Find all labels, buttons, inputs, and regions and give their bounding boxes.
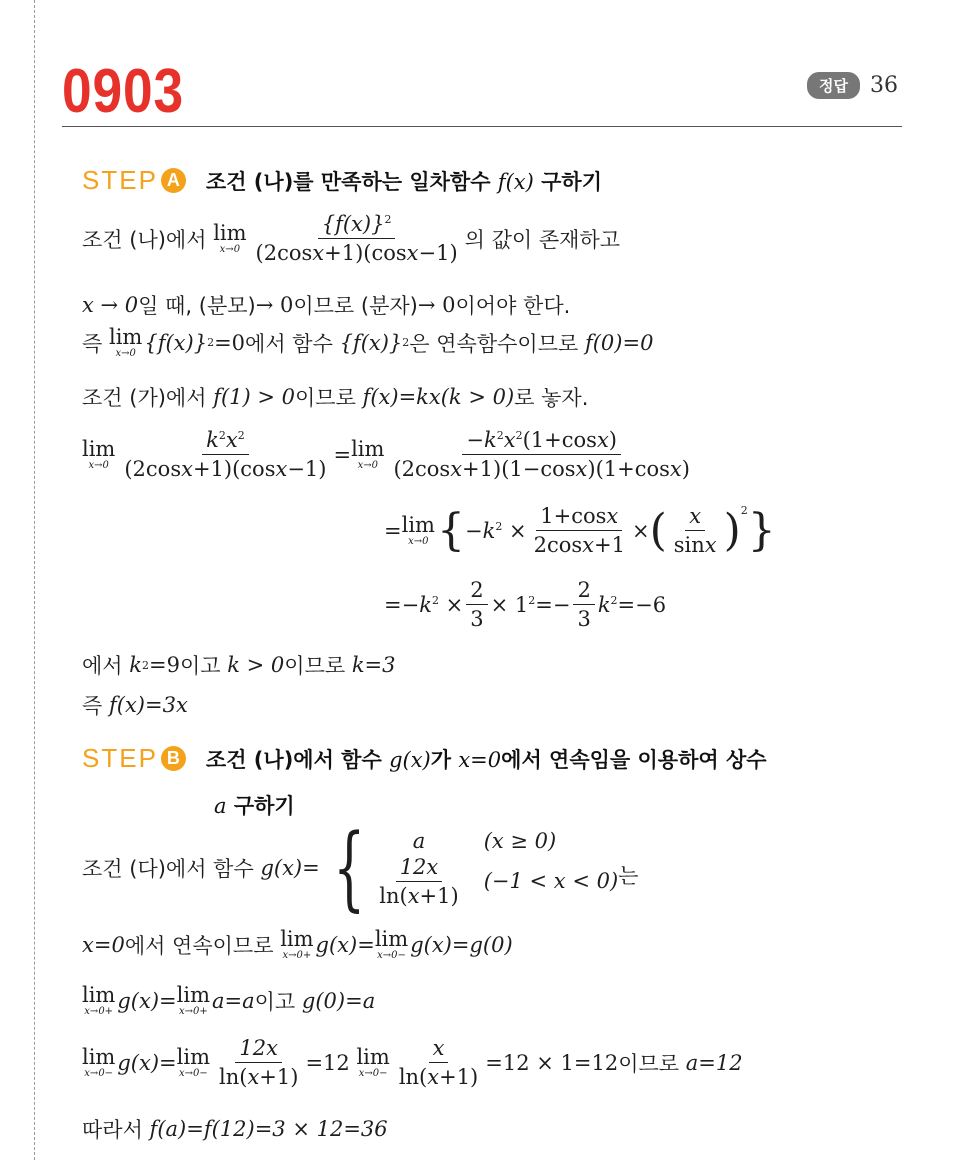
fraction: $\frac{\{f(x)\}^2}{(2\cos x+1)(\cos x-1)}$ <box>255 212 458 265</box>
equation-row-3: $=-k^2$ × $\frac{2}{3}$ × $1^2=-$ $\frac{2}{3}$ $k^2=-6$ <box>384 578 667 631</box>
answer-badge: 정답 <box>807 72 860 99</box>
step-letter-badge: B <box>161 746 186 771</box>
spine-dashed-line <box>34 0 35 1160</box>
line-piecewise-g: 조건 (다)에서 함수 g(x)= { a (x ≥ 0) $\frac{12x}{\ln(x+1)}$ (−1 < x < 0) 는 <box>82 814 639 921</box>
line-conclusion: 따라서 f(a)=f(12)=3 × 12=36 <box>82 1117 388 1142</box>
line-right-limit: lim x→0+ g(x)= lim x→0+ a=a 이고 g(0)=a <box>82 983 376 1017</box>
step-a-heading <box>82 165 602 196</box>
step-a-title: 조건 (나)를 만족하는 일차함수 f(x) 구하기 <box>205 169 602 194</box>
step-b-heading <box>82 743 767 774</box>
line-continuity: 즉 lim x→0 {f(x)} 2 =0 에서 함수 {f(x)} 2 은 연속함수이므로 f(0)=0 <box>82 325 654 359</box>
line-condition-a: 조건 (가)에서 f(1) > 0 이므로 f(x)=kx(k > 0) 로 놓자. <box>82 385 589 410</box>
line-condition-b: 조건 (나)에서 lim x→0 $\frac{\{f(x)\}^2}{(2\cos x+1)(\cos x-1)}$ 의 값이 존재하고 <box>82 212 621 265</box>
line-denominator: x → 0 일 때, (분모) → 0 이므로 (분자) → 0 이어야 한다. <box>82 293 571 318</box>
piecewise-cases: a (x ≥ 0) $\frac{12x}{\ln(x+1)}$ (−1 < x < 0) <box>379 828 619 908</box>
step-b-title-line2: a 구하기 <box>214 794 295 818</box>
problem-number: 0903 <box>62 57 185 126</box>
line-continuity-g: x=0 에서 연속이므로 lim x→0+ g(x)= lim x→0− g(x)=g(0) <box>82 927 513 961</box>
line-k-value: 에서 k 2 =9 이고 k > 0 이므로 k=3 <box>82 653 396 678</box>
equation-row-2: = lim x→0 { $-k^2$ × $\frac{1+\cos x}{2\cos x+1}$ × ( $\frac{x}{\sin x}$ ) $^2$ } <box>384 504 776 557</box>
header-divider <box>62 126 902 127</box>
step-b-title: 조건 (나)에서 함수 g(x)가 x=0에서 연속임을 이용하여 상수 <box>205 747 767 772</box>
step-word: STEP <box>82 165 158 195</box>
equation-row-1: lim x→0 $\frac{k^2x^2}{(2\cos x+1)(\cos x-1)}$ = lim x→0 $\frac{-k^2x^2(1+\cos x)}{(2\cos x+1)(1-\cos x)(1+\cos x)}$ <box>82 428 690 481</box>
step-letter-badge: A <box>161 168 186 193</box>
step-word: STEP <box>82 743 158 773</box>
answer-value: 36 <box>870 73 898 98</box>
line-f-result: 즉 f(x)=3x <box>82 693 188 718</box>
line-left-limit: lim x→0− g(x)= lim x→0− $\frac{12x}{\ln(x+1)}$ =12 lim x→0− $\frac{x}{\ln(x+1)}$ =12 × 1=12 이므로 a=12 <box>82 1036 743 1089</box>
answer-box <box>807 72 898 99</box>
